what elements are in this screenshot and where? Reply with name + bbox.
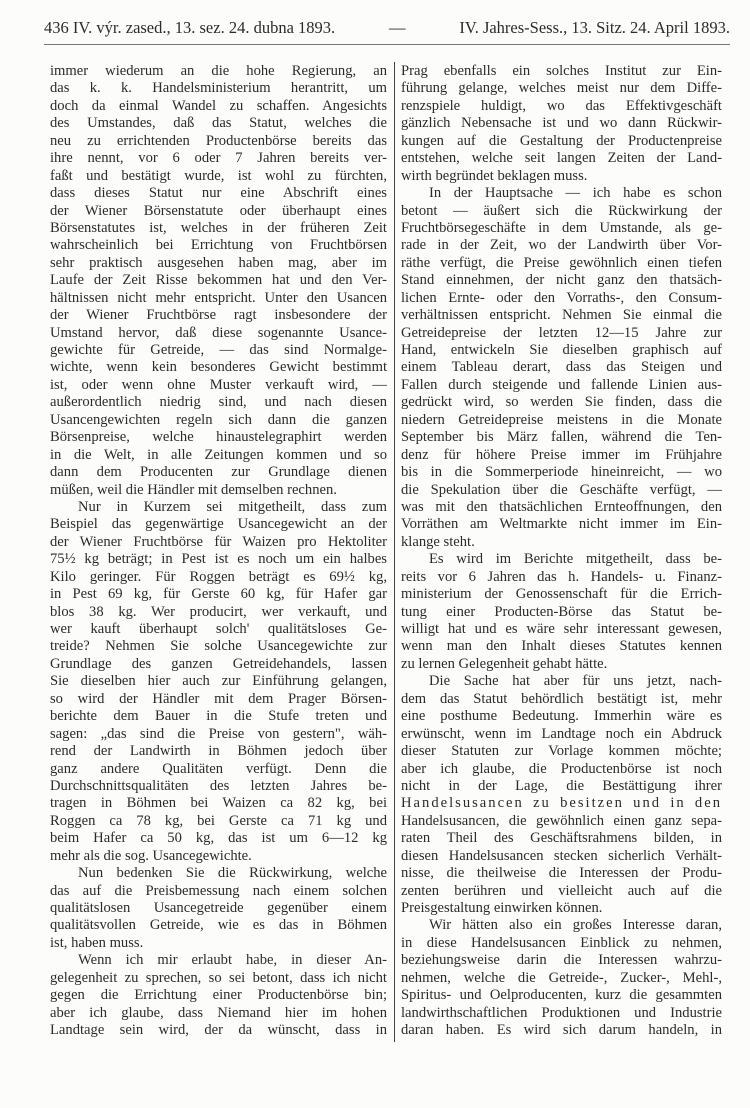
text-line: sagen: „das sind die Preise von gestern", wäh-: [50, 725, 387, 742]
text-line: wahrscheinlich bei Errichtung von Fruchtbörsen: [50, 237, 387, 254]
text-line: Stand einnehmen, der nicht ganz den thatsäch-: [401, 272, 722, 289]
text-line: ministerium der Genossenschaft für die Errich-: [401, 586, 722, 603]
text-line: zu lernen Gelegenheit gehabt hätte.: [401, 655, 608, 672]
text-line: nisse, die theilweise die Interessen der Produ-: [401, 865, 722, 882]
paragraph: [401, 551, 722, 673]
text-line: wer kauft überhaupt solch' qualitätsloses Ge-: [50, 621, 387, 637]
text-line: Usancengewichten regeln sich dann die ganzen: [50, 411, 387, 428]
text-line: ganz andere Qualitäten verfügt. Denn die: [50, 760, 387, 777]
text-line: was mit den thatsächlichen Ernteoffnungen, den: [401, 498, 722, 515]
text-line: Grundlage des ganzen Getreidehandels, lassen: [50, 655, 387, 672]
text-line: dass dieses Statut nur eine Abschrift eines: [50, 185, 387, 202]
text-line: beim Hafer ca 50 kg, das ist um 6—12 kg: [50, 830, 387, 847]
text-line: qualitätslosen Usancegetreide gegenüber einem: [50, 900, 387, 916]
text-line: Spiritus- und Oelproducenten, kurz die gesammten: [401, 987, 722, 1004]
text-line: aber ich glaube, die Productenbörse ist noch: [401, 760, 722, 777]
text-line: gelegenheit zu sprechen, so sei betont, dass ich nicht: [50, 969, 387, 986]
text-line: renzspiele huldigt, wo das Effektivgeschäft: [401, 97, 722, 114]
text-line: Beispiel das gegenwärtige Usancegewicht an der: [50, 516, 387, 533]
paragraph: [401, 673, 722, 917]
text-line: in Pest 69 kg, für Gerste 60 kg, für Hafer gar: [50, 586, 387, 603]
text-line: willigt hat und es wäre sehr interessant gewesen,: [401, 621, 722, 637]
text-line: ihre nennt, vor 6 oder 7 Jahren bereits ver-: [50, 150, 387, 167]
text-line: gänzlich Nebensache ist und wo dann Rückwir-: [401, 115, 722, 132]
text-line: einem Tableau derart, dass das Steigen und: [401, 359, 722, 376]
text-line: tragen in Böhmen bei Waizen ca 82 kg, bei: [50, 795, 387, 812]
text-line: entstehen, welche seit langen Zeiten der Land-: [401, 150, 722, 167]
text-line: Die Sache hat aber für uns jetzt, nach-: [429, 673, 722, 690]
text-line: ist, haben muss.: [50, 934, 144, 951]
text-line: tung einer Producten-Börse das Statut be-: [401, 603, 722, 620]
text-line: wichte, wenn kein besonderes Gewicht bestimmt: [50, 359, 387, 376]
text-line: diesen Handelsusancen stecken sicherlich Verhält-: [401, 847, 722, 864]
text-line: ist, oder wenn ohne Muster verkauft wird, —: [50, 376, 387, 393]
text-line: führung gelange, welches meist nur dem Diffe-: [401, 80, 722, 97]
text-line: der Wiener Fruchtbörse für Waizen pro Hektoliter: [50, 533, 387, 550]
text-line: beziehungsweise darin die Interessen wahrzu-: [401, 952, 722, 969]
text-line: eine posthume Bedeutung. Immerhin wäre es: [401, 708, 722, 725]
text-line: Laufe der Zeit Risse bekommen hat und den Ver-: [50, 272, 387, 289]
text-line: Kilo geringer. Für Roggen beträgt es 69½ kg,: [50, 568, 387, 585]
text-line: September bis März fallen, während die Ten-: [401, 429, 722, 446]
text-line: Börsenpreise, welche hinaustelegraphirt werden: [50, 429, 387, 446]
text-line: müßen, weil die Händler mit demselben rechnen.: [50, 481, 337, 498]
text-line: qualitätsvollen Getreide, wie es das in Böhmen: [50, 917, 387, 934]
text-line: treide? Nehmen Sie solche Usancegewichte zur: [50, 638, 387, 655]
text-line: dann dem Producenten zur Grundlage dienen: [50, 464, 387, 481]
text-line: Nur in Kurzem sei mitgetheilt, dass zum: [78, 498, 387, 515]
text-line: betont — äußert sich die Rückwirkung der: [401, 202, 722, 219]
paragraph: [401, 63, 722, 185]
text-line: klange steht.: [401, 533, 475, 550]
text-line: außerordentlich niedrig sind, und nach diesen: [50, 394, 387, 411]
text-line: der Wiener Fruchtbörse ragt insbesondere der: [50, 307, 387, 324]
text-line: Fruchtbörsegeschäfte in dem Umstande, als ge-: [401, 219, 722, 236]
text-line: doch da einmal Wandel zu schaffen. Angesichts: [50, 97, 387, 114]
text-line: das auf die Preisbemessung nach einem solchen: [50, 882, 387, 899]
text-line: Sie dieselben hier auch zur Einführung gelangen,: [50, 673, 387, 690]
text-line: Wir hätten also ein großes Interesse daran,: [429, 917, 722, 934]
text-line: zenten berühren und vielleicht auch auf die: [401, 882, 722, 899]
text-line: der Wiener Börsenstatute oder überhaupt eines: [50, 202, 387, 219]
text-line: Landtage sein wird, der da wünscht, dass in: [50, 1022, 387, 1039]
text-line: lichen Ernte- oder den Vorraths-, den Consum-: [401, 289, 722, 306]
text-line: Umstand hervor, daß diese sogenannte Usance-: [50, 324, 387, 341]
text-line: gegen die Errichtung einer Productenbörse bin;: [50, 987, 387, 1004]
header-rule: [44, 44, 730, 45]
text-line: dem das Statut behördlich bestätigt ist, mehr: [401, 690, 722, 707]
text-line: Börsenstatutes ist, welches in der früheren Zeit: [50, 219, 387, 236]
text-line: erwünscht, wenn im Landtage noch ein Abdruck: [401, 725, 722, 742]
text-line: Handelsusancen zu besitzen und in den: [401, 795, 722, 812]
text-line: blos 38 kg. Wer producirt, wer verkauft, und: [50, 603, 387, 620]
text-line: neu zu errichtenden Productenbörse bereits das: [50, 132, 387, 149]
text-line: sehr praktisch ausgesehen haben mag, aber im: [50, 254, 387, 271]
text-line: Preisgestaltung einwirken können.: [401, 900, 603, 916]
paragraph: [50, 499, 387, 865]
text-line: räthe verfügt, die Preise gewöhnlich einen tiefen: [401, 254, 722, 271]
text-line: denz für höhere Preise immer im Frühjahre: [401, 446, 722, 463]
text-line: Es wird im Berichte mitgetheilt, dass be-: [429, 551, 722, 568]
text-line: Wenn ich mir erlaubt habe, in dieser An-: [78, 952, 387, 969]
paragraph: [50, 63, 387, 499]
text-line: landwirthschaftlichen Produktionen und Industrie: [401, 1004, 722, 1021]
right-column: [401, 63, 722, 1040]
text-line: wenn man den Inhalt dieses Statutes kennen: [401, 638, 722, 655]
text-line: Fallen durch steigende und fallende Linien aus-: [401, 376, 722, 393]
paragraph: [401, 185, 722, 551]
text-line: nicht in der Lage, die Bestättigung ihrer: [401, 777, 722, 794]
text-line: niedern Getreidepreise meistens in die Monate: [401, 411, 722, 428]
text-line: rend der Landwirth in Böhmen jedoch über: [50, 743, 387, 760]
text-line: berichte dem Bauer in die Stufe treten und: [50, 708, 387, 725]
header-german: IV. Jahres-Sess., 13. Sitz. 24. April 1893.: [459, 18, 730, 37]
text-line: faßt und bestätigt wurde, ist wohl zu fürchten,: [50, 167, 387, 184]
column-divider: [394, 62, 395, 1042]
text-line: rade in der Zeit, wo der Landwirth über Vor-: [401, 237, 722, 254]
text-line: Durchschnittsqualitäten des letzten Jahres be-: [50, 777, 387, 794]
text-line: Nun bedenken Sie die Rückwirkung, welche: [78, 865, 387, 882]
text-line: mehr als die sog. Usancegewichte.: [50, 847, 252, 864]
text-line: dieser Statuten zur Vorlage kommen möchte;: [401, 743, 722, 760]
text-line: gewichte für Getreide, — das sind Normalge-: [50, 342, 387, 358]
text-line: Prag ebenfalls ein solches Institut zur Ein-: [401, 63, 722, 79]
text-line: Roggen ca 78 kg, bei Gerste ca 71 kg und: [50, 812, 387, 829]
text-line: bis in die Sommerperiode hineinreicht, — wo: [401, 464, 722, 481]
text-line: hältnissen nicht mehr entspricht. Unter den Usancen: [50, 289, 387, 306]
text-line: reits vor 6 Jahren das h. Handels- u. Finanz-: [401, 568, 722, 585]
text-line: In der Hauptsache — ich habe es schon: [429, 185, 722, 202]
text-line: in die Welt, in alle Zeitungen kommen und so: [50, 446, 387, 463]
text-line: gedrückt wird, so werden Sie finden, dass die: [401, 394, 722, 411]
paragraph: [401, 917, 722, 1039]
text-line: aber ich glaube, dass Niemand hier im hohen: [50, 1004, 387, 1021]
text-line: Hand, entwickeln Sie dieselben graphisch auf: [401, 342, 722, 358]
running-header: [44, 18, 730, 42]
paragraph: [50, 952, 387, 1039]
header-separator: —: [389, 18, 406, 37]
text-line: nehmen, welche die Getreide-, Zucker-, Mehl-,: [401, 969, 722, 986]
left-column: [50, 63, 387, 1040]
text-line: Getreidepreise der letzten 12—15 Jahre zur: [401, 324, 722, 341]
text-line: verhältnissen entspricht. Nehmen Sie einmal die: [401, 307, 722, 324]
text-line: Vorräthen am Weltmarkte nicht immer im Ein-: [401, 516, 722, 533]
header-czech: 436 IV. výr. zased., 13. sez. 24. dubna 1893.: [44, 18, 336, 37]
text-line: daran haben. Es wird sich darum handeln, in: [401, 1022, 722, 1039]
text-line: Handelsusancen, die gewöhnlich einen ganz sepa-: [401, 812, 722, 829]
text-line: in diese Handelsusancen Einblick zu nehmen,: [401, 934, 722, 951]
text-line: wirth begründet beklagen muss.: [401, 167, 588, 184]
text-line: 75½ kg beträgt; in Pest ist es noch um ein halbes: [50, 551, 387, 568]
text-line: immer wiederum an die hohe Regierung, an: [50, 63, 387, 79]
paragraph: [50, 865, 387, 952]
text-line: kungen auf die Gestaltung der Productenpreise: [401, 132, 722, 149]
text-line: das k. k. Handelsministerium herantritt, um: [50, 80, 387, 97]
text-line: so wird der Händler mit dem Prager Börsen-: [50, 690, 387, 707]
text-line: raten Theil des Geschäftsrahmens bilden, in: [401, 830, 722, 847]
text-line: des Umstandes, daß das Statut, welches die: [50, 115, 387, 132]
text-line: die Spekulation über die Geschäfte verfügt, —: [401, 481, 722, 498]
